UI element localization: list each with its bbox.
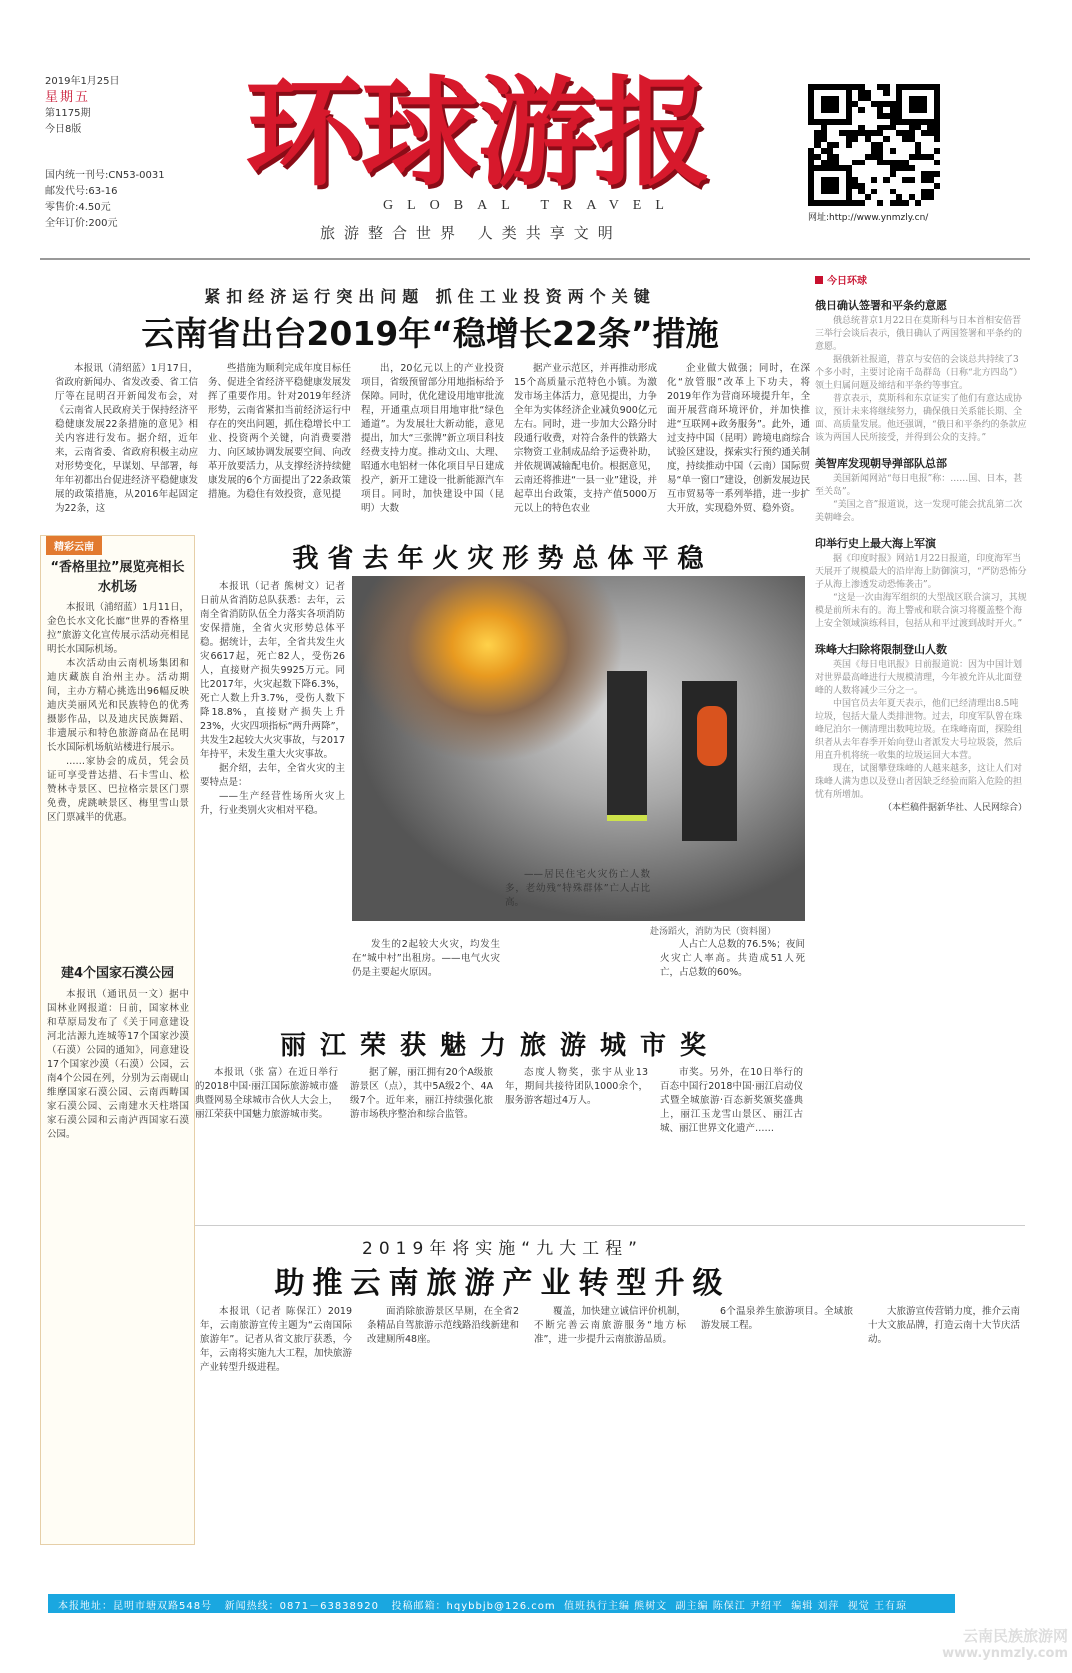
story-body: 本报讯（浦绍蓝）1月11日，金色长水文化长廊“世界的香格里拉”旅游文化宣传展示活动亮相昆明长水国际机场。 本次活动由云南机场集团和迪庆藏族自治州主办。活动期间，主办方精心挑选出96幅反映迪庆美丽风光和民族特色的优秀摄影作品，以及迪庆民族舞蹈、非遗展示和特色旅游商品在昆明长水国际机场航站楼进行展示。 ……家协会的成员，凭会员证可享受普达措、石卡雪山、松赞林寺景区、巴拉格宗景区门票免费，虎跳峡景区、梅里雪山景区门票减半的优惠。 <box>47 602 189 823</box>
text-column: 面消除旅游景区旱厕，在全省2条精品自驾旅游示范线路沿线新建和改建厕所48座。 <box>367 1306 520 1345</box>
news-item <box>815 641 1027 802</box>
news-text: 据《印度时报》网站1月22日报道，印度海军当天展开了规模最大的沿岸海上防御演习，“严防恐怖分子从海上渗透发动恐怖袭击”。 <box>815 554 1027 590</box>
news-text: 据俄新社报道，普京与安倍的会谈总共持续了3个多小时，主要讨论南千岛群岛（日称“北方四岛”）领土归属问题及缔结和平条约等事宜。 <box>815 355 1023 391</box>
text-column: 些措施为顺利完成年度目标任务、促进全省经济平稳健康发展发挥了重要作用。针对2019年经济形势，云南省紧扣当前经济运行中存在的突出问题，抓住稳增长中工业、投资两个关键，向消费要潜力、向区域协调发展要空间、向改革开放要活力，从支撑经济持续健康发展的6个方面提出了22条政策措施。为稳住有效投资，意见提 <box>208 363 351 500</box>
news-text: 普京表示，莫斯科和东京证实了他们有意达成协议，预计未来将继续努力，确保俄日关系能长期、全面、高质量发展。他还强调，“俄日和平条约的条款应该为两国人民所接受，并得到公众的支持。” <box>815 394 1027 443</box>
text-column: 覆盖，加快建立诚信评价机制，不断完善云南旅游服务“地方标准”，进一步提升云南旅游品质。 <box>534 1306 687 1345</box>
news-title[interactable]: 美智库发现朝导弹部队总部 <box>815 457 947 470</box>
masthead-logo: 环球游报 <box>245 63 710 202</box>
credit: （本栏稿件据新华社、人民网综合） <box>882 803 1027 813</box>
story-title: 建4个国家石漠公园 <box>60 966 175 981</box>
news-text: 俄总统普京1月22日在莫斯科与日本首相安倍晋三举行会谈后表示，俄日确认了两国签署和平条约的意愿。 <box>815 316 1023 352</box>
bottom-headline: 助推云南旅游产业转型升级 <box>274 1266 731 1301</box>
page-count: 今日8版 <box>45 124 82 135</box>
photo-caption: 赴汤蹈火，消防为民（资料图） <box>650 927 777 937</box>
issue-info <box>45 74 195 232</box>
cn-number: 国内统一刊号:CN53-0031 <box>45 170 165 181</box>
date: 2019年1月25日 <box>45 76 120 87</box>
watermark: 云南民族旅游网 www.ynmzly.com <box>942 1627 1068 1661</box>
divider <box>195 1225 1025 1226</box>
text-column: 据产业示范区，并再推动形成15个高质量示范特色小镇。为激发市场主体活力，意见提出，力争全年为实体经济企业减负900亿元左右。同时，进一步加大公路分时段通行收费，对符合条件的铁路大宗物资工业制成品给予运费补助，并依规调减输配电价。根据意见，云南还将推进“一县一业”建设，并起草出台政策，支持产值5000万元以上的特色农业 <box>514 363 657 514</box>
fire-headline: 我省去年火灾形势总体平稳 <box>292 544 713 574</box>
news-text: “这是一次由海军组织的大型战区联合演习，其规模是前所未有的。海上警戒和联合演习将覆盖整个海上安全领域演练科目，包括从和平过渡到战时开火。” <box>815 593 1027 629</box>
lead-subhead: 紧扣经济运行突出问题 抓住工业投资两个关键 <box>204 287 656 306</box>
footer-bar: 本报地址：昆明市塘双路548号 新闻热线：0871－63838920 投稿邮箱：hqybbjb@126.com 值班执行主编 熊树文 副主编 陈保江 尹绍平 编辑 刘萍 视觉 王有琼 <box>48 1594 955 1613</box>
masthead-slogan: 旅游整合世界 人类共享文明 <box>320 224 622 242</box>
news-title[interactable]: 珠峰大扫除将限制登山人数 <box>815 643 947 656</box>
section-tag: 精彩云南 <box>46 536 102 555</box>
fire-body: ——居民住宅火灾伤亡人数多，老幼残“特殊群体”亡人占比高。 <box>505 869 650 908</box>
news-item <box>815 455 1027 525</box>
text-column: 企业做大做强；同时，在深化“放管服”改革上下功夫，将2019年作为营商环境提升年，全面开展营商环境评价，并加快推进“互联网+政务服务”。此外，通过支持中国（昆明）跨境电商综合试验区建设，探索实行预约通关制度，持续推动中国（云南）国际贸易“单一窗口”建设，创新发展边民互市贸易等一系列举措，进一步扩大开放，实现稳外贸、稳外资。 <box>667 363 810 514</box>
news-item <box>815 535 1027 631</box>
annual-price: 全年订价:200元 <box>45 218 118 229</box>
text-column: 出，20亿元以上的产业投资项目，省级预留部分用地指标给予保障。同时，优化建设用地审批流程，开通重点项目用地审批“绿色通道”。为发展壮大新动能，意见提出，加大“三张牌”新立项目科技经费支持力度。推动文山、大理、昭通水电铝材一体化项目早日建成投产，新开工建设一批新能源汽车项目。同时，加快建设中国（昆明）大数 <box>361 363 504 514</box>
text-column: 本报讯（清绍蓝）1月17日，省政府新闻办、省发改委、省工信厅等在昆明召开新闻发布会，对《云南省人民政府关于保持经济平稳健康发展22条措施的意见》相关内容进行发布。据介绍，近年来，云南省委、省政府积极主动应对形势变化，早谋划、早部署，每年年初都出台促进经济平稳健康发展的政策措施，从2016年起固定为22条，这 <box>55 363 198 514</box>
fire-body: 发生的2起较大火灾，均发生在“城中村”出租房。——电气火灾仍是主要起火原因。 <box>352 939 500 978</box>
text-column: 市奖。另外，在10日举行的百态中国行2018中国·丽江启动仪式暨全城旅游·百态新奖颁奖盛典上，丽江玉龙雪山景区、丽江古城、丽江世界文化遗产…… <box>660 1067 803 1134</box>
sidebar <box>40 535 195 1545</box>
text-column: 本报讯（记者 陈保江）2019年，云南旅游宣传主题为“云南国际旅游年”。记者从省文旅厅获悉，今年，云南将实施九大工程，加快旅游产业转型升级进程。 <box>200 1306 353 1373</box>
retail-price: 零售价:4.50元 <box>45 202 111 213</box>
bottom-subhead: 2019年将实施“九大工程” <box>362 1239 643 1259</box>
qr-code <box>808 84 940 206</box>
masthead-english: GLOBAL TRAVEL <box>383 198 678 213</box>
text-column: 态度人物奖，张宇从业13年，期间共接待团队1000余个，服务游客超过4万人。 <box>505 1067 648 1106</box>
section-label: 今日环球 <box>815 272 1027 287</box>
news-text: 中国官员去年夏天表示，他们已经清理出8.5吨垃圾，包括大量人类排泄物。过去，印度军队曾在珠峰尼泊尔一侧清理出数吨垃圾。在珠峰南面，探险组织者从去年春季开始向登山者派发大号垃圾袋，然后用直升机将统一收集的垃圾运回大本营。 <box>815 699 1023 761</box>
news-item <box>815 297 1027 445</box>
lijiang-headline: 丽江荣获魅力旅游城市奖 <box>279 1031 720 1061</box>
postal-code: 邮发代号:63-16 <box>45 186 118 197</box>
fire-body: 人占亡人总数的76.5%；夜间火灾亡人率高。共造成51人死亡，占总数的60%。 <box>660 939 805 978</box>
text-column: 本报讯（张 富）在近日举行的2018中国·丽江国际旅游城市盛典暨网易全球城市合伙人大会上，丽江荣获中国魅力旅游城市奖。 <box>195 1067 338 1120</box>
news-title[interactable]: 俄日确认签署和平条约意愿 <box>815 299 947 312</box>
weekday: 星期五 <box>45 90 91 105</box>
news-text: 美国新闻网站“每日电报”称：……国、日本，甚至关岛”。 <box>815 474 1023 497</box>
text-column: 6个温泉养生旅游项目。全域旅游发展工程。 <box>701 1306 853 1331</box>
text-column: 大旅游宣传营销力度，推介云南十大文旅品牌，打造云南十大节庆活动。 <box>868 1306 1021 1345</box>
news-text: 现在，试图攀登珠峰的人越来越多，这让人们对珠峰人满为患以及登山者因缺乏经验而陷入危险的担忧有所增加。 <box>815 764 1023 800</box>
issue-number: 第1175期 <box>45 108 91 119</box>
news-text: 英国《每日电讯报》日前报道说：因为中国计划对世界最高峰进行大规模清理，今年被允许从北面登峰的人数将减少三分之一。 <box>815 660 1023 696</box>
divider <box>40 258 1030 260</box>
story-title: “香格里拉”展览亮相长水机场 <box>50 560 185 595</box>
text-column: 据了解，丽江拥有20个A级旅游景区（点），其中5A级2个、4A级7个。近年来，丽江持续强化旅游市场秩序整治和综合监管。 <box>350 1067 493 1120</box>
news-text: “美国之音”报道说，这一发现可能会扰乱第二次美朝峰会。 <box>815 500 1023 523</box>
website-url[interactable]: 网址:http://www.ynmzly.cn/ <box>808 213 929 223</box>
world-news-column <box>815 272 1027 815</box>
lead-headline: 云南省出台2019年“稳增长22条”措施 <box>141 314 719 353</box>
news-title[interactable]: 印举行史上最大海上军演 <box>815 537 936 550</box>
fire-body: 本报讯（记者 熊树文）记者日前从省消防总队获悉：去年，云南全省消防队伍全力落实各项消防安保措施，全省火灾形势总体平稳。据统计，去年，全省共发生火灾6617起，死亡82人，受伤26人，直接财产损失9925万元。同比2017年，火灾起数下降6.3%，死亡人数上升3.7%，受伤人数下降18.8%，直接财产损失上升23%，火灾四项指标“两升两降”，共发生2起较大火灾事故，与2017年持平，未发生重大火灾事故。 据介绍，去年，全省火灾的主要特点是： ——生产经营性场所火灾上升，行业类别火灾相对平稳。 <box>200 581 345 816</box>
story-body: 本报讯（通讯员一文）据中国林业网报道：日前，国家林业和草原局发布了《关于同意建设河北沽源九连城等17个国家沙漠（石漠）公园的通知》，同意建设17个国家沙漠（石漠）公园，云南4个公园在列，分别为云南砚山维摩国家石漠公园、云南西畴国家石漠公园、云南建水天柱塔国家石漠公园和云南泸西国家石漠公园。 <box>47 989 189 1140</box>
